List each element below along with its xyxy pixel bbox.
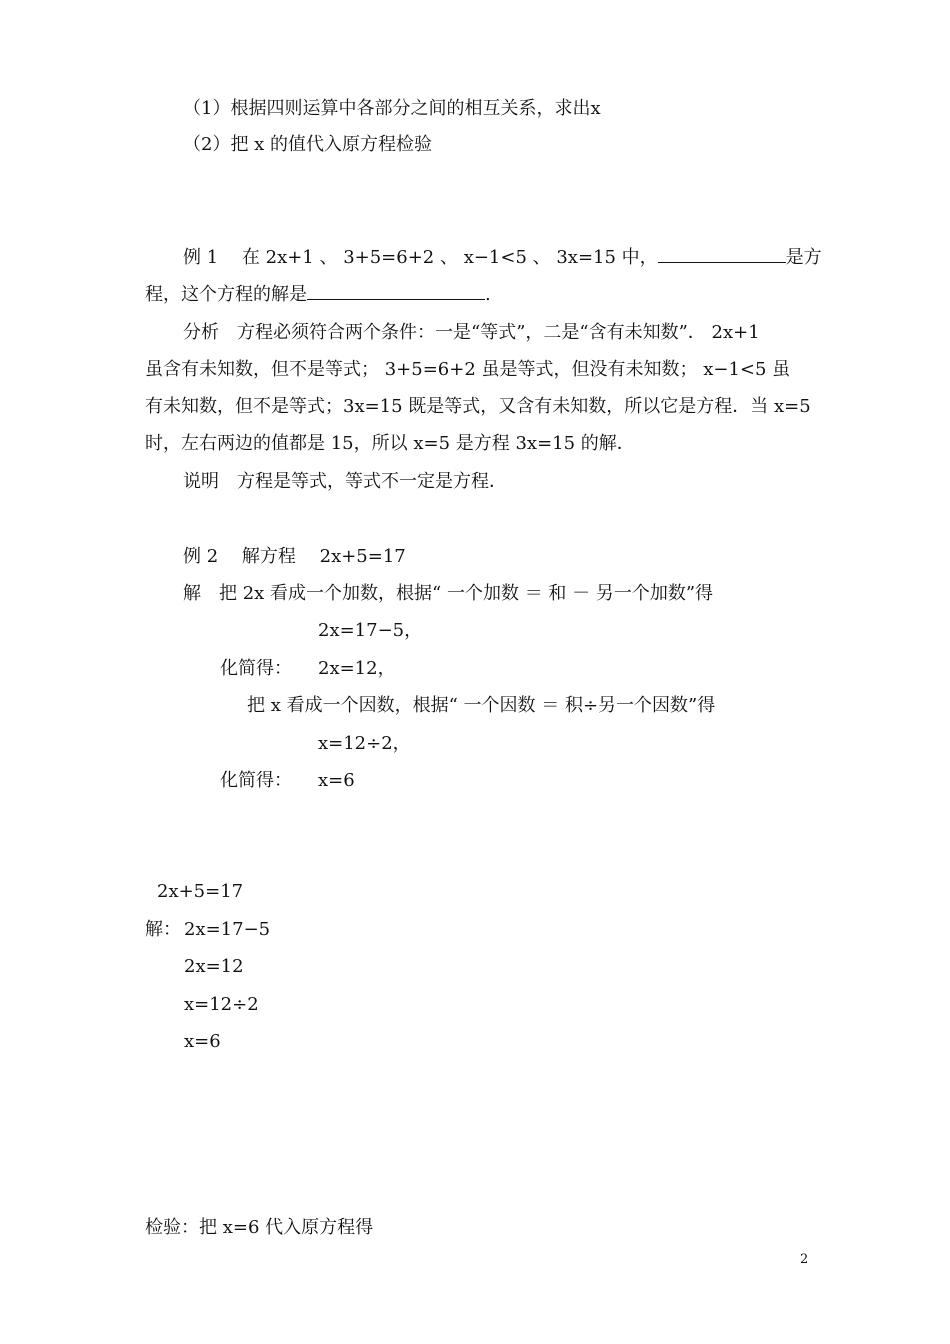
analysis-line-4: 时，左右两边的值都是 15，所以 x=5 是方程 3x=15 的解． xyxy=(145,433,635,454)
solution-line-3: 2x=12， xyxy=(318,658,396,679)
solution-line-6: x=6 xyxy=(318,770,355,791)
analysis-line-1: 分析 方程必须符合两个条件：一是“等式”，二是“含有未知数”． 2x+1 xyxy=(183,322,760,343)
solution-line-4: 把 x 看成一个因数，根据“ 一个因数 ＝ 积÷另一个因数”得 xyxy=(247,695,716,716)
example-1-text-2: 程，这个方程的解是 xyxy=(145,284,307,305)
answer-blank-2 xyxy=(307,283,485,300)
analysis-line-2: 虽含有未知数，但不是等式； 3+5=6+2 虽是等式，但没有未知数； x−1<5 虽 xyxy=(145,359,791,380)
page-number: 2 xyxy=(800,1252,809,1267)
solution-line-5: x=12÷2， xyxy=(318,733,411,754)
example-1-text: 例 1 在 2x+1 、 3+5=6+2 、 x−1<5 、 3x=15 中， xyxy=(183,247,658,268)
simplify-label-1: 化简得： xyxy=(220,658,292,679)
short-equation: 2x+5=17 xyxy=(157,881,244,902)
example-1-question-cont xyxy=(145,283,491,307)
solution-line-2: 2x=17−5， xyxy=(318,620,423,641)
analysis-line-3: 有未知数，但不是等式；3x=15 既是等式，又含有未知数，所以它是方程．当 x=5 xyxy=(145,396,811,417)
example-1-question xyxy=(183,246,822,270)
step-2-text: （2）把 x 的值代入原方程检验 xyxy=(183,134,433,155)
answer-blank-1 xyxy=(658,246,786,263)
example-1-period: . xyxy=(485,284,491,305)
short-step-1: 2x=17−5 xyxy=(184,919,271,940)
short-step-2: 2x=12 xyxy=(184,956,244,977)
step-1-text: （1）根据四则运算中各部分之间的相互关系，求出x xyxy=(183,98,601,119)
simplify-label-2: 化简得： xyxy=(220,770,292,791)
short-step-4: x=6 xyxy=(184,1031,221,1052)
note-text: 说明 方程是等式，等式不一定是方程． xyxy=(183,471,507,492)
example-1-text-end: 是方 xyxy=(785,247,822,268)
check-text: 检验：把 x=6 代入原方程得 xyxy=(145,1217,374,1238)
example-2-title: 例 2 解方程 2x+5=17 xyxy=(183,546,406,567)
short-solution-label: 解： xyxy=(145,919,181,940)
short-step-3: x=12÷2 xyxy=(184,994,259,1015)
solution-line-1: 解 把 2x 看成一个加数，根据“ 一个加数 ＝ 和 － 另一个加数”得 xyxy=(183,583,714,604)
